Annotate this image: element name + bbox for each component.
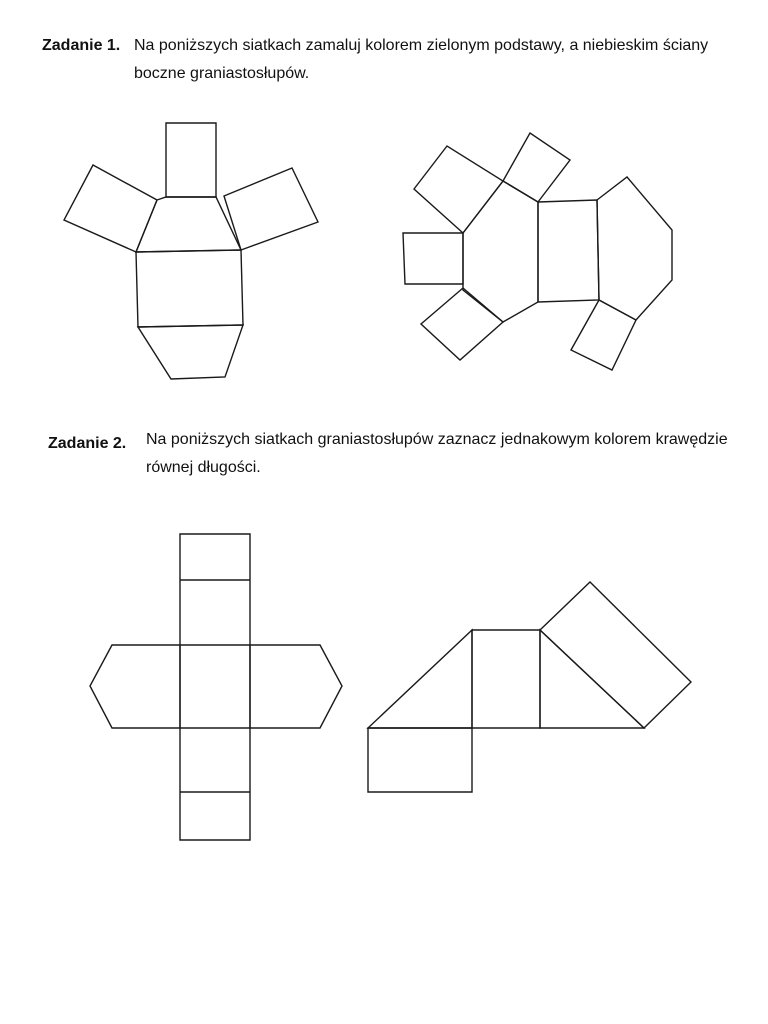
net-1-top-face <box>166 123 216 197</box>
task-1-label: Zadanie 1. <box>42 37 121 54</box>
net-2-hexagon-base-right <box>597 177 672 320</box>
net-pentagonal-prism-left <box>64 123 318 379</box>
net-hexagonal-prism-right <box>403 133 672 370</box>
net-2-hexagon-base-left <box>463 181 538 322</box>
net-4-left-triangle <box>368 630 472 728</box>
task-2-instruction: Na poniższych siatkach graniastosłupów zaznacz jednakowym kolorem krawędzie równej długości. <box>146 431 728 476</box>
net-3-right-hexagon-half <box>250 645 342 728</box>
net-2-upper-left-face <box>414 146 503 233</box>
net-1-right-face <box>224 168 318 250</box>
net-2-lower-right-face <box>571 300 636 370</box>
net-1-left-face <box>64 165 157 252</box>
net-2-upper-center-face <box>503 133 570 202</box>
net-4-bottom-face <box>368 728 472 792</box>
net-2-center-face <box>538 200 599 302</box>
net-1-bottom-base <box>138 325 243 379</box>
net-1-center-face <box>136 250 243 327</box>
net-1-pentagon-base <box>136 197 241 252</box>
net-2-lower-left-face <box>421 288 503 360</box>
net-4-center-face <box>472 630 540 728</box>
net-triangular-prism <box>368 582 691 792</box>
net-4-slanted-face <box>540 582 691 728</box>
net-3-left-hexagon-half <box>90 645 180 728</box>
net-2-left-square <box>403 233 463 284</box>
net-cross-hexagonal-prism <box>90 534 342 840</box>
task-1-instruction: Na poniższych siatkach zamaluj kolorem zielonym podstawy, a niebieskim ściany boczne graniastosłupów. <box>134 37 709 82</box>
task-2-label: Zadanie 2. <box>48 435 127 452</box>
